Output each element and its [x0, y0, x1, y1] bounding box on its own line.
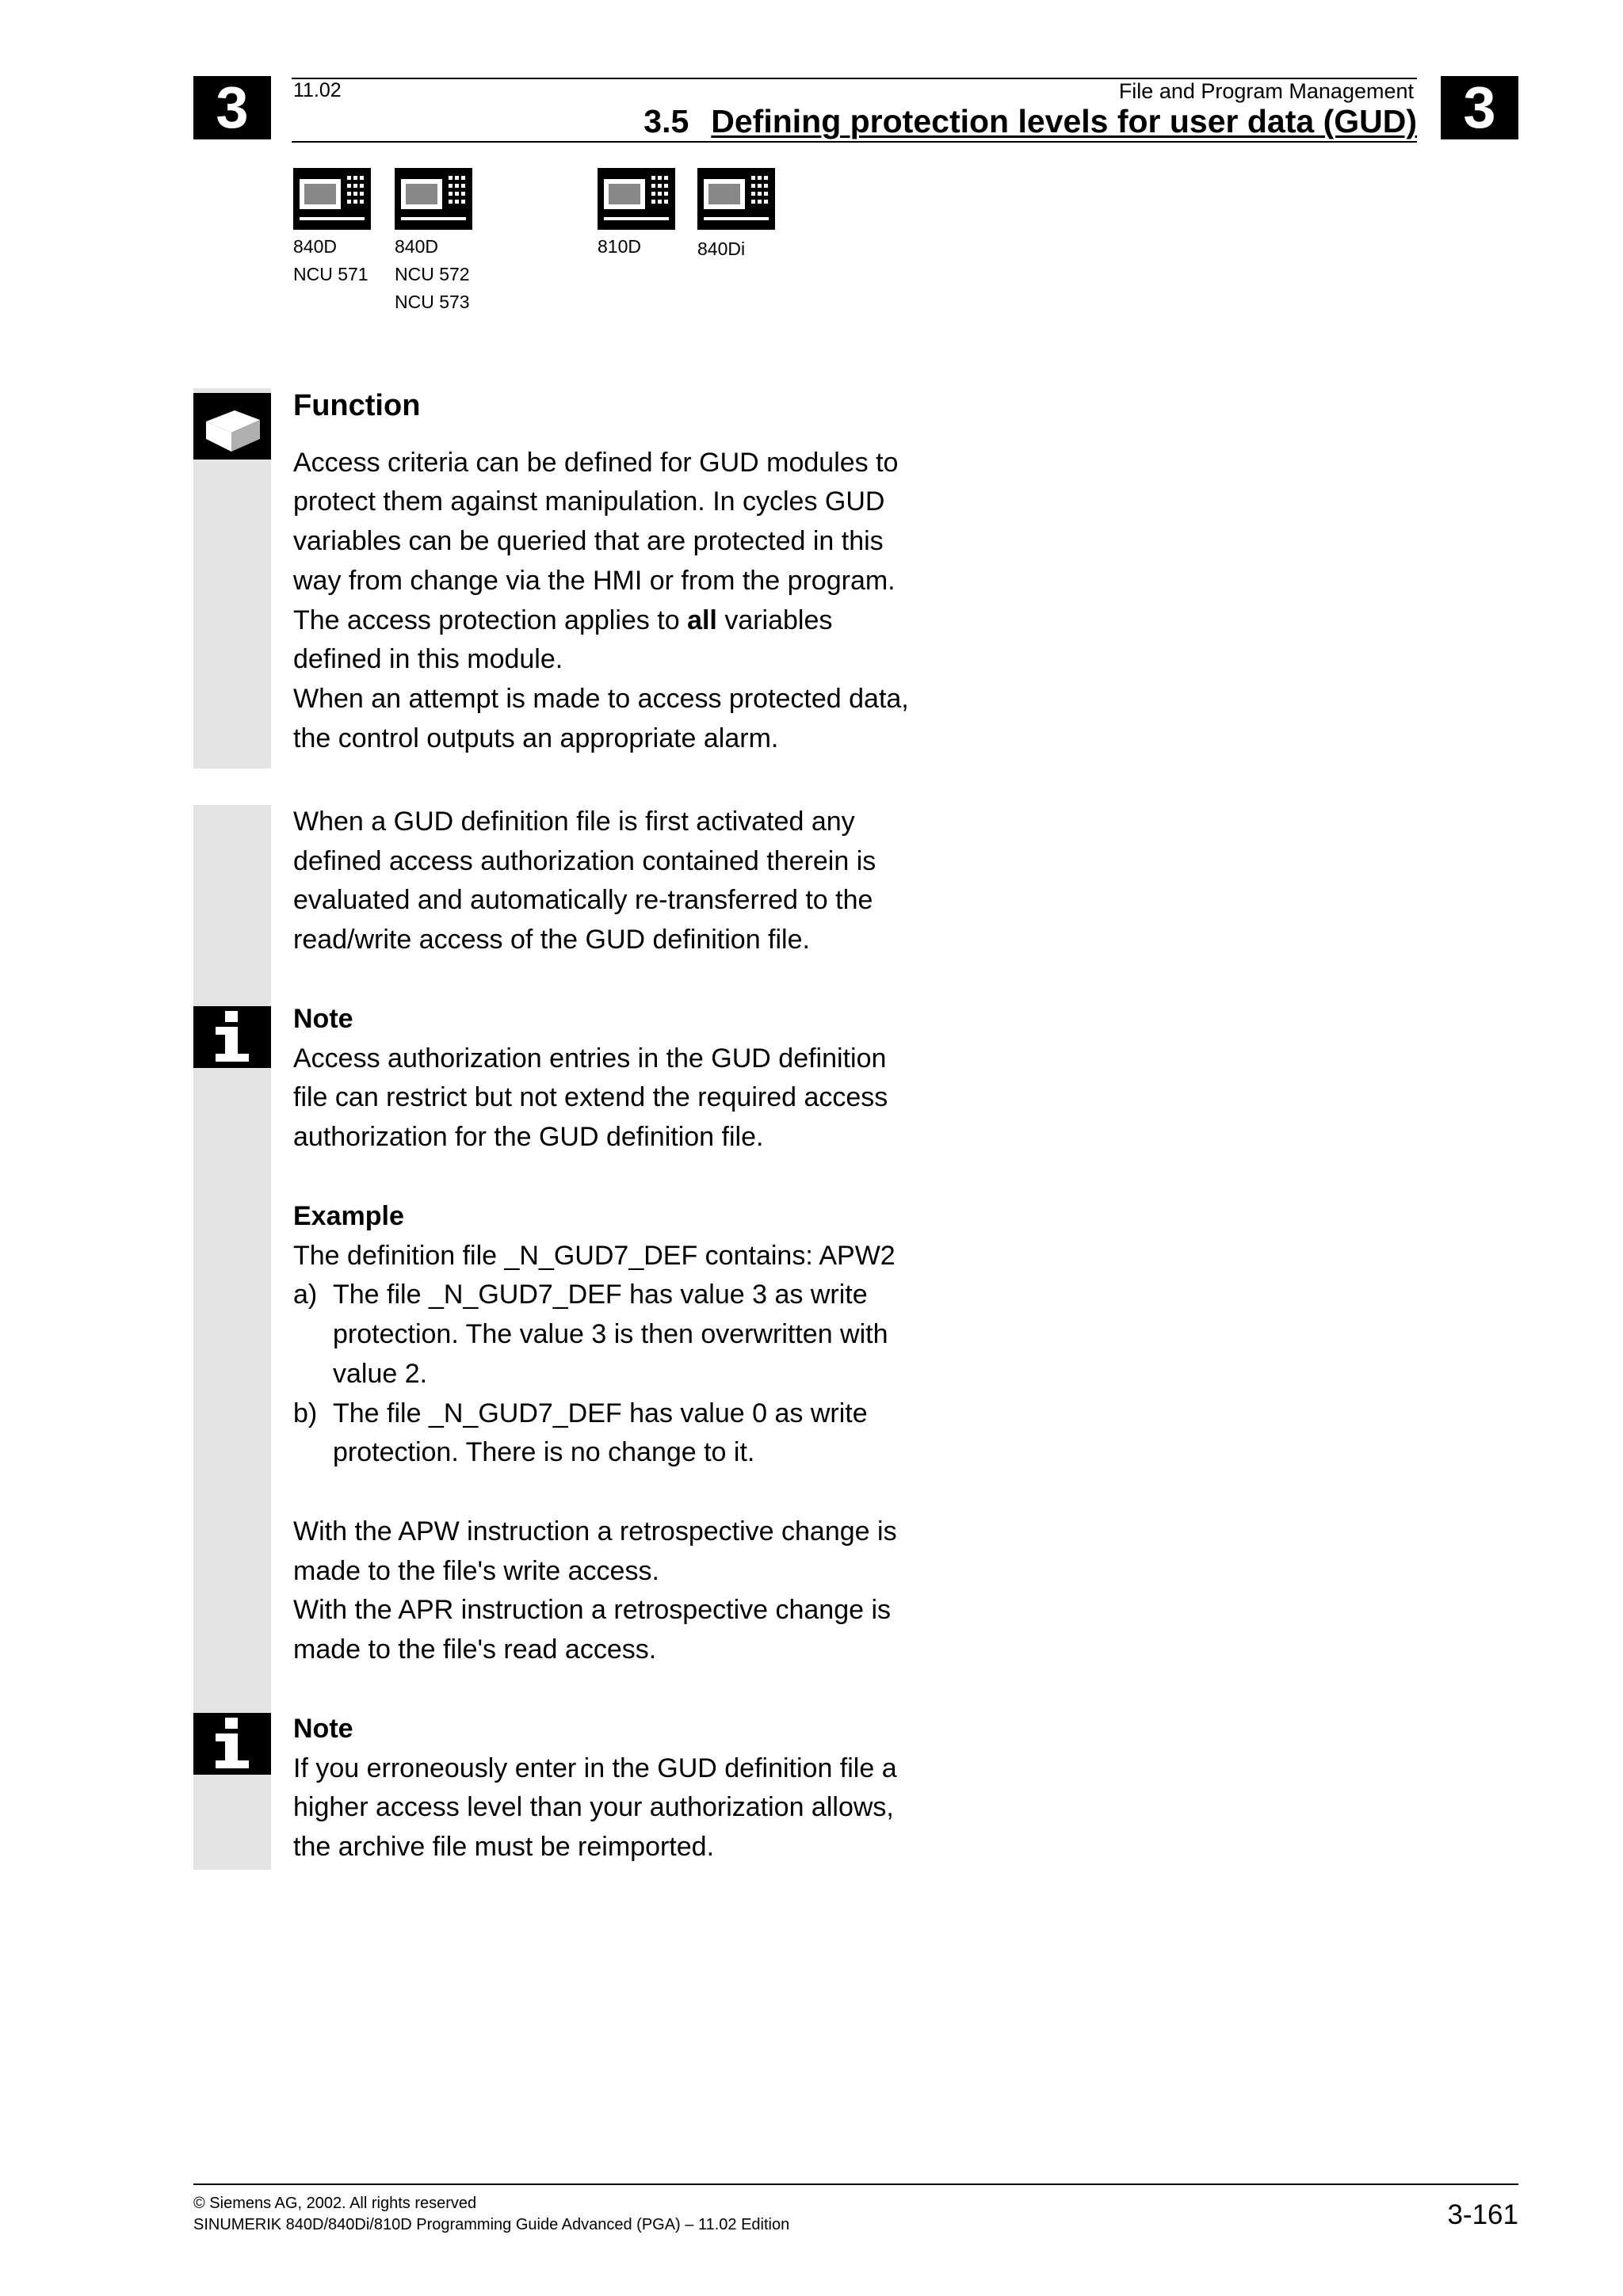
note-section-2: Note If you erroneously enter in the GUD definition file a higher access level than your authorization allows, the archive file must be reimported. — [293, 1710, 959, 1867]
note-heading: Note — [293, 1714, 353, 1744]
activation-paragraph: When a GUD definition file is first activated any defined access authorization contained therein is evaluated and automatically re-transferred to the read/write access of the GUD definition file. — [293, 807, 876, 955]
section-number: 3.5 — [643, 103, 689, 139]
header-rule-bottom — [292, 141, 1417, 143]
control-panel-icon — [598, 168, 675, 230]
header-date: 11.02 — [293, 79, 342, 101]
control-label-840di: 840Di — [697, 238, 746, 259]
note-section-1: Note Access authorization entries in the GUD definition file can restrict but not extend the required access authorization for the GUD definition file. — [293, 1000, 959, 1158]
list-item: a) The file _N_GUD7_DEF has value 3 as write protection. The value 3 is then overwritten with value 2. — [293, 1280, 888, 1389]
instructions-paragraph: With the APW instruction a retrospective change is made to the file's write access. With the APR instruction a retrospective change is made to the file's read access. — [293, 1516, 897, 1665]
function-section: Function Access criteria can be defined for GUD modules to protect them against manipulation. In cycles GUD variables can be queried that are protected in this way from change via the HMI or from the program. The access protection applies to all variables defined in this module. When an attempt is made to access protected data, the control outputs an appropriate alarm. — [293, 387, 959, 758]
sidebar-band-note1 — [193, 1003, 271, 1711]
control-panel-icon — [293, 168, 371, 230]
control-label-840d-ncu572: 840D NCU 572 NCU 573 — [395, 236, 470, 312]
footer-guide-title: SINUMERIK 840D/840Di/810D Programming Guide Advanced (PGA) – 11.02 Edition — [193, 2216, 790, 2233]
footer-rule — [193, 2183, 1518, 2185]
function-heading: Function — [293, 389, 421, 422]
function-cube-icon — [193, 393, 271, 460]
note-heading: Note — [293, 1004, 353, 1034]
example-section — [293, 1197, 959, 1473]
control-label-840d-ncu571: 840D NCU 571 — [293, 236, 369, 284]
chapter-box-right: 3 — [1441, 76, 1518, 139]
control-panel-icon — [395, 168, 472, 230]
info-icon — [193, 1006, 271, 1068]
info-icon — [193, 1713, 271, 1775]
section-title: Defining protection levels for user data (GUD) — [711, 103, 1417, 139]
example-intro: The definition file _N_GUD7_DEF contains: APW2 — [293, 1240, 896, 1271]
control-label-810d: 810D — [598, 236, 641, 257]
chapter-box-left: 3 — [193, 76, 271, 139]
sidebar-band-activation — [193, 805, 271, 1003]
page-number: 3-161 — [1447, 2199, 1518, 2230]
section-heading — [643, 103, 1417, 140]
footer-copyright: © Siemens AG, 2002. All rights reserved — [193, 2195, 477, 2212]
example-heading: Example — [293, 1201, 404, 1231]
header-chapter-title: File and Program Management — [1118, 79, 1414, 103]
control-panel-icon — [697, 168, 775, 230]
list-item: b) The file _N_GUD7_DEF has value 0 as write protection. There is no change to it. — [293, 1398, 868, 1468]
